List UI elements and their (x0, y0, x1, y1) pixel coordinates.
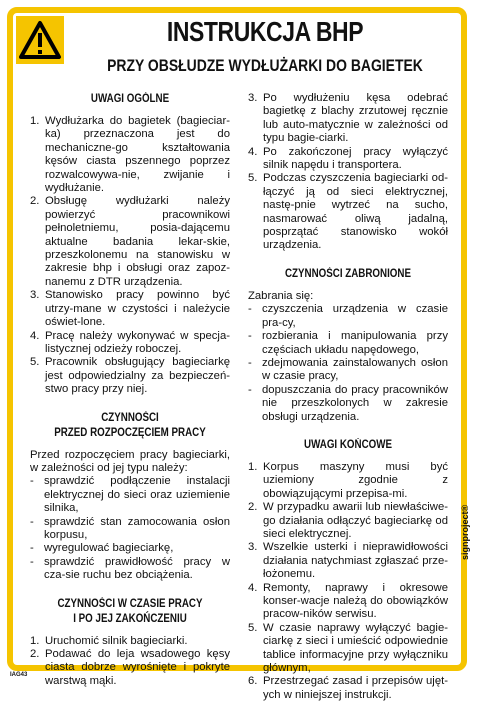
list-item: - czyszczenia urządzenia w czasie pra-cy, (248, 303, 448, 329)
forbidden-intro: Zabrania się: (248, 289, 314, 302)
list-item: - sprawdzić podłączenie instalacji elektrycznej do sieci oraz uziemienie silnika, (30, 475, 230, 515)
list-item: 4. Remonty, naprawy i okresowe konser-wacje należą do obowiązków pracow-ników serwisu. (248, 581, 448, 621)
warning-triangle-icon (16, 16, 64, 64)
list-item: 6. Przestrzegać zasad i przepisów ujęt-ych w niniejszej instrukcji. (248, 675, 448, 701)
forbidden-list (248, 303, 448, 424)
general-list (30, 115, 230, 397)
final-list (248, 461, 448, 702)
left-column (30, 92, 230, 688)
section-heading-during-work: CZYNNOŚCI W CZASIE PRACY I PO JEJ ZAKOŃCZENIU (57, 597, 203, 625)
section-heading-before-work: CZYNNOŚCI PRZED ROZPOCZĘCIEM PRACY (54, 411, 206, 439)
list-item: 1. Wydłużarka do bagietek (bagieciar-ka) przeznaczona jest do mechaniczne-go kształtowania kęsów ciasta pszennego poprzez rozwalcowywa-nie, zwijanie i wydłużanie. (30, 115, 230, 195)
section-heading-final: UWAGI KOŃCOWE (304, 438, 392, 451)
list-item: 5. Pracownik obsługujący bagieciarkę jest odpowiedzialny za bezpieczeń-stwo pracy przy niej. (30, 356, 230, 396)
section-heading-general: UWAGI OGÓLNE (90, 93, 170, 105)
list-item: - zdejmowania zainstalowanych osłon w czasie pracy, (248, 356, 448, 383)
list-item: 1. Uruchomić silnik bagieciarki. (30, 634, 188, 647)
list-item: 2. W przypadku awarii lub niewłaściwe-go działania odłączyć bagieciarkę od sieci elektrycznej. (248, 501, 448, 540)
list-item: 1. Korpus maszyny musi być uziemiony zgodnie z obowiązującymi przepisa-mi. (248, 460, 448, 500)
brand-label: signproject® (460, 504, 470, 560)
list-item: 3. Stanowisko pracy powinno być utrzy-mane w czystości i należycie oświet-lone. (30, 289, 230, 329)
list-item: - sprawdzić stan zamocowania osłon korpusu, (30, 515, 230, 541)
list-item: - dopuszczania do pracy pracowników nie przeszkolonych w zakresie obsługi urządzenia. (248, 383, 448, 423)
list-item: 3. Po wydłużeniu kęsa odebrać bagietkę z blachy zrzutowej ręcznie lub auto-matycznie w zależności od typu bagie-ciarki. (248, 92, 448, 145)
list-item: 2. Podawać do leja wsadowego kęsy ciasta dobrze wyrośnięte i pokryte warstwą mąki. (30, 648, 230, 687)
right-column (248, 92, 448, 702)
list-item: - sprawdzić prawidłowość pracy w cza-sie ruchu bez obciążenia. (30, 555, 230, 582)
before-work-intro: Przed rozpoczęciem pracy bagieciarki, w zależności od jej typu należy: (30, 448, 230, 474)
section-heading-forbidden: CZYNNOŚCI ZABRONIONE (284, 267, 411, 280)
page-subtitle: PRZY OBSŁUDZE WYDŁUŻARKI DO BAGIETEK (107, 56, 423, 75)
list-item: - wyregulować bagieciarkę, (30, 542, 174, 555)
list-item: 5. Podczas czyszczenia bagieciarki od-łączyć ją od sieci elektrycznej, nastę-pnie wytrzeć na sucho, nasmarować oliwą jadalną, posprzątać stanowisko wokół urządzenia. (248, 172, 448, 252)
list-item: 5. W czasie naprawy wyłączyć bagie-ciarkę z sieci i umieścić odpowiednie tablice informacyjne przy wyłączniku głównym, (248, 621, 448, 675)
list-item: 4. Po zakończonej pracy wyłączyć silnik napędu i transportera. (248, 145, 448, 172)
product-code: IAG43 (10, 672, 28, 678)
list-item: - rozbierania i manipulowania przy częściach układu napędowego, (248, 330, 448, 356)
during-work-list (30, 635, 230, 689)
before-work-list (30, 475, 230, 582)
list-item: 4. Pracę należy wykonywać w specja-listycznej odzieży roboczej. (30, 329, 230, 355)
during-work-list-cont (248, 92, 448, 253)
list-item: 3. Wszelkie usterki i nieprawidłowości działania natychmiast zgłaszać prze-łożonemu. (248, 541, 448, 581)
list-item: 2. Obsługę wydłużarki należy powierzyć pracownikowi pełnoletniemu, posia-dającemu aktualne badania lekar-skie, przeszkolonemu na stanowisku w zakresie bhp i obsługi oraz zapoz-nanemu z DTR urządzenia. (30, 195, 230, 288)
page-title: INSTRUKCJA BHP (166, 16, 364, 47)
